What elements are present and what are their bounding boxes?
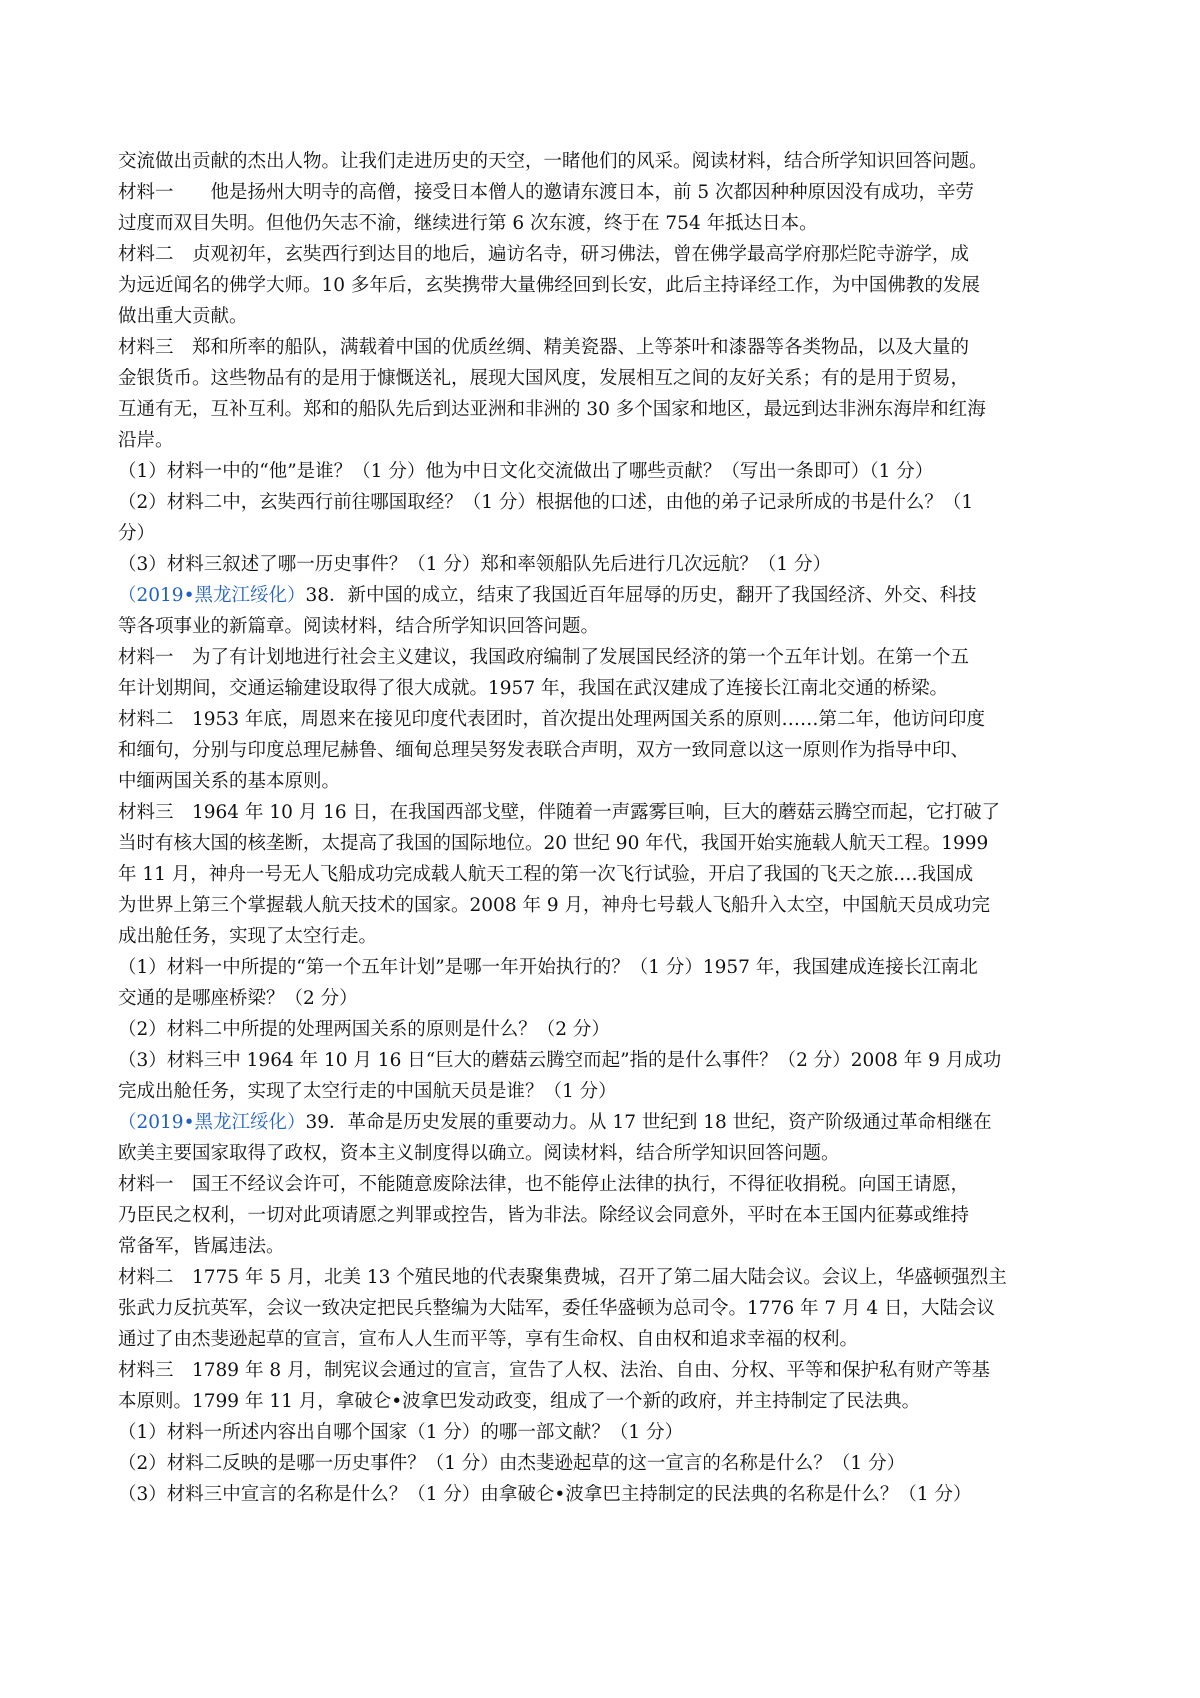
question-source-tag: （2019•黑龙江绥化） [118,585,306,606]
question-38-intro: 等各项事业的新篇章。阅读材料，结合所学知识回答问题。 [118,616,600,637]
document-content [118,146,1100,1510]
q39-subquestion-1: （1）材料一所述内容出自哪个国家（1 分）的哪一部文献？（1 分） [118,1422,684,1443]
q38-material-3: 年 11 月，神舟一号无人飞船成功完成载人航天工程的第一次飞行试验，开启了我国的飞天之旅.…我国成 [118,864,974,885]
q39-subquestion-2: （2）材料二反映的是哪一历史事件？（1 分）由杰斐逊起草的这一宣言的名称是什么？（1 分） [118,1453,906,1474]
q39-material-2: 通过了由杰斐逊起草的宣言，宣布人人生而平等，享有生命权、自由权和追求幸福的权利。 [118,1329,859,1350]
q39-subquestion-3: （3）材料三中宣言的名称是什么？（1 分）由拿破仑•波拿巴主持制定的民法典的名称是什么？（1 分） [118,1484,972,1505]
q37-material-1: 过度而双目失明。但他仍矢志不渝，继续进行第 6 次东渡，终于在 754 年抵达日本。 [118,213,818,234]
question-37-intro: 交流做出贡献的杰出人物。让我们走进历史的天空，一睹他们的风采。阅读材料，结合所学知识回答问题。 [118,151,988,172]
q39-material-1: 常备军，皆属违法。 [118,1236,285,1257]
q38-subquestion-2: （2）材料二中所提的处理两国关系的原则是什么？（2 分） [118,1019,610,1040]
q39-material-1: 乃臣民之权利，一切对此项请愿之判罪或控告，皆为非法。除经议会同意外，平时在本王国内征募或维持 [118,1205,970,1226]
q37-material-2: 为远近闻名的佛学大师。10 多年后，玄奘携带大量佛经回到长安，此后主持译经工作，为中国佛教的发展 [118,275,980,296]
q39-material-3: 材料三 1789 年 8 月，制宪议会通过的宣言，宣告了人权、法治、自由、分权、平等和保护私有财产等基 [118,1360,990,1381]
q37-subquestion-1: （1）材料一中的“他”是谁？（1 分）他为中日文化交流做出了哪些贡献？（写出一条即可）（1 分） [118,461,934,482]
q38-material-2: 材料二 1953 年底，周恩来在接见印度代表团时，首次提出处理两国关系的原则……第二年，他访问印度 [118,709,985,730]
q38-material-1: 材料一 为了有计划地进行社会主义建议，我国政府编制了发展国民经济的第一个五年计划。在第一个五 [118,647,970,668]
q38-material-2: 和缅句，分别与印度总理尼赫鲁、缅甸总理吴努发表联合声明，双方一致同意以这一原则作为指导中印、 [118,740,970,761]
q38-material-3: 材料三 1964 年 10 月 16 日，在我国西部戈壁，伴随着一声露雾巨响，巨大的蘑菇云腾空而起，它打破了 [118,802,1001,823]
q37-subquestion-2: 分） [118,523,156,544]
q38-material-3: 当时有核大国的核垄断，太提高了我国的国际地位。20 世纪 90 年代，我国开始实施载人航天工程。1999 [118,833,989,854]
q38-subquestion-1: （1）材料一中所提的“第一个五年计划”是哪一年开始执行的？（1 分）1957 年，我国建成连接长江南北 [118,957,978,978]
question-38-heading [118,580,1100,611]
q38-material-2: 中缅两国关系的基本原则。 [118,771,341,792]
q38-material-3: 为世界上第三个掌握载人航天技术的国家。2008 年 9 月，神舟七号载人飞船升入太空，中国航天员成功完 [118,895,990,916]
q37-material-2: 材料二 贞观初年，玄奘西行到达目的地后，遍访名寺，研习佛法，曾在佛学最高学府那烂陀寺游学，成 [118,244,970,265]
q38-material-1: 年计划期间，交通运输建设取得了很大成就。1957 年，我国在武汉建成了连接长江南北交通的桥梁。 [118,678,948,699]
q37-material-1: 材料一 他是扬州大明寺的高僧，接受日本僧人的邀请东渡日本，前 5 次都因种种原因没有成功，辛劳 [118,182,975,203]
question-38-intro: 38．新中国的成立，结束了我国近百年屈辱的历史，翻开了我国经济、外交、科技 [305,585,977,606]
q37-subquestion-3: （3）材料三叙述了哪一历史事件？（1 分）郑和率领船队先后进行几次远航？（1 分） [118,554,832,575]
question-source-tag: （2019•黑龙江绥化） [118,1112,306,1133]
q37-material-3: 材料三 郑和所率的船队，满载着中国的优质丝绸、精美瓷器、上等茶叶和漆器等各类物品，以及大量的 [118,337,970,358]
q37-material-2: 做出重大贡献。 [118,306,248,327]
q37-material-3: 金银货币。这些物品有的是用于慷慨送礼，展现大国风度，发展相互之间的友好关系；有的是用于贸易， [118,368,970,389]
q37-material-3: 互通有无，互补互利。郑和的船队先后到达亚洲和非洲的 30 多个国家和地区，最远到达非洲东海岸和红海 [118,399,986,420]
q38-subquestion-1: 交通的是哪座桥梁？（2 分） [118,988,358,1009]
question-39-intro: 39．革命是历史发展的重要动力。从 17 世纪到 18 世纪，资产阶级通过革命相继在 [305,1112,992,1133]
q39-material-3: 本原则。1799 年 11 月，拿破仑•波拿巴发动政变，组成了一个新的政府，并主持制定了民法典。 [118,1391,921,1412]
q39-material-1: 材料一 国王不经议会许可，不能随意废除法律，也不能停止法律的执行，不得征收捐税。向国王请愿， [118,1174,970,1195]
q38-material-3: 成出舱任务，实现了太空行走。 [118,926,378,947]
q37-material-3: 沿岸。 [118,430,174,451]
q39-material-2: 张武力反抗英军，会议一致决定把民兵整编为大陆军，委任华盛顿为总司令。1776 年 7 月 4 日，大陆会议 [118,1298,996,1319]
q39-material-2: 材料二 1775 年 5 月，北美 13 个殖民地的代表聚集费城，召开了第二届大陆会议。会议上，华盛顿强烈主 [118,1267,1007,1288]
q37-subquestion-2: （2）材料二中，玄奘西行前往哪国取经？（1 分）根据他的口述，由他的弟子记录所成的书是什么？（1 [118,492,974,513]
q38-subquestion-3: 完成出舱任务，实现了太空行走的中国航天员是谁？（1 分） [118,1081,617,1102]
q38-subquestion-3: （3）材料三中 1964 年 10 月 16 日“巨大的蘑菇云腾空而起”指的是什么事件？（2 分）2008 年 9 月成功 [118,1050,1002,1071]
question-39-intro: 欧美主要国家取得了政权，资本主义制度得以确立。阅读材料，结合所学知识回答问题。 [118,1143,840,1164]
question-39-heading [118,1107,1100,1138]
